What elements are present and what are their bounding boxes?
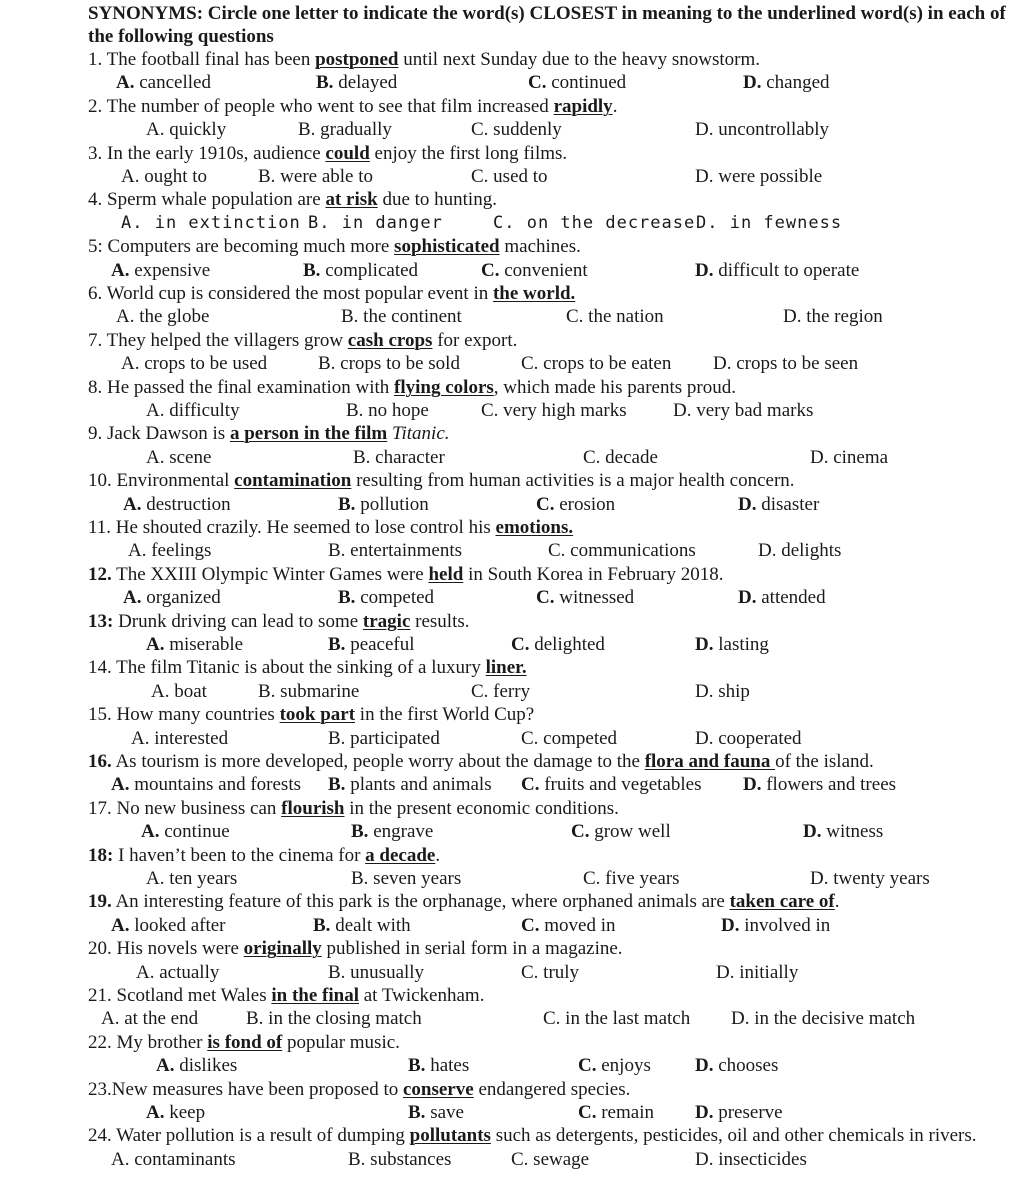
option-d[interactable]: D. the region <box>783 306 883 328</box>
answer-options <box>88 680 998 703</box>
stem-text-before: How many countries <box>116 704 280 726</box>
stem-text-after: published in serial form in a magazine. <box>321 938 623 960</box>
option-d[interactable]: D. in the decisive match <box>731 1008 916 1030</box>
option-a[interactable]: A. mountains and forests <box>111 774 301 796</box>
stem-text-after: results. <box>410 610 470 632</box>
question-stem <box>88 656 998 679</box>
question-number: 18: <box>88 844 114 866</box>
option-d[interactable]: D. very bad marks <box>673 399 814 421</box>
answer-options <box>88 586 998 609</box>
option-d[interactable]: D. involved in <box>721 914 831 936</box>
question-15 <box>88 703 998 750</box>
option-d[interactable]: D. twenty years <box>810 867 930 889</box>
option-c[interactable]: C. the nation <box>566 306 664 328</box>
answer-options <box>88 1101 998 1124</box>
option-c[interactable]: C. five years <box>583 867 680 889</box>
question-number: 11. <box>88 516 112 538</box>
option-d[interactable]: D. ship <box>695 680 750 702</box>
answer-options <box>88 165 998 188</box>
question-stem <box>88 1078 998 1101</box>
answer-options <box>88 633 998 656</box>
option-b[interactable]: B. the continent <box>341 306 462 328</box>
option-a[interactable]: A. boat <box>151 680 207 702</box>
question-stem <box>88 469 998 492</box>
option-b[interactable]: B. were able to <box>258 166 374 187</box>
underlined-word: a person in the film <box>229 423 388 445</box>
option-c[interactable]: C. continued <box>528 72 627 94</box>
stem-text-before: Sperm whale population are <box>107 189 326 211</box>
underlined-word: contamination <box>234 470 352 492</box>
option-a[interactable]: A. contaminants <box>111 1148 236 1170</box>
stem-text-after: of the island. <box>775 750 874 772</box>
question-number: 8. <box>88 376 103 398</box>
underlined-word: cash crops <box>347 329 433 351</box>
option-b[interactable]: B. no hope <box>346 399 429 421</box>
option-b[interactable]: B. save <box>408 1101 464 1123</box>
question-number: 19. <box>88 891 112 913</box>
answer-options <box>88 446 998 469</box>
stem-text-after: machines. <box>499 236 581 258</box>
question-stem <box>88 1031 998 1054</box>
question-stem <box>88 376 998 399</box>
option-a[interactable]: A. at the end <box>101 1008 199 1030</box>
option-b[interactable]: B. in the closing match <box>246 1008 422 1030</box>
question-14 <box>88 656 998 703</box>
option-c[interactable]: C. convenient <box>481 259 588 281</box>
question-stem <box>88 563 998 586</box>
question-stem <box>88 188 998 211</box>
stem-text-before: An interesting feature of this park is the orphanage, where orphaned animals are <box>115 891 730 913</box>
question-number: 21. <box>88 984 112 1006</box>
option-c[interactable]: C. very high marks <box>481 399 627 421</box>
underlined-word: sophisticated <box>394 236 500 258</box>
question-18 <box>88 844 998 891</box>
question-stem <box>88 1124 998 1147</box>
option-c[interactable]: C. erosion <box>536 493 616 515</box>
option-b[interactable]: B. submarine <box>258 680 360 702</box>
question-6 <box>88 282 998 329</box>
stem-text-after: . <box>612 95 618 117</box>
question-number: 16. <box>88 750 112 772</box>
option-c[interactable]: C. sewage <box>511 1148 590 1170</box>
question-5 <box>88 235 998 282</box>
answer-options <box>88 212 998 235</box>
answer-options <box>88 71 998 94</box>
option-a[interactable]: A. destruction <box>123 493 231 515</box>
option-a[interactable]: A. quickly <box>146 119 227 141</box>
answer-options <box>88 259 998 282</box>
question-stem <box>88 516 998 539</box>
stem-text-before: Scotland met Wales <box>116 984 272 1006</box>
question-stem <box>88 937 998 960</box>
option-a[interactable]: A. keep <box>146 1101 206 1123</box>
stem-text-before: His novels were <box>116 938 244 960</box>
stem-text-before: Computers are becoming much more <box>107 236 395 258</box>
question-stem <box>88 329 998 352</box>
question-stem <box>88 750 998 773</box>
option-a[interactable]: A. miserable <box>146 633 244 655</box>
question-number: 9. <box>88 423 103 445</box>
question-number: 14. <box>88 657 112 679</box>
question-number: 2. <box>88 95 103 117</box>
option-c[interactable]: C. enjoys <box>578 1055 651 1077</box>
option-b[interactable]: B. substances <box>348 1148 452 1170</box>
underlined-word: emotions. <box>495 516 574 538</box>
option-d[interactable]: D. disaster <box>738 493 820 515</box>
question-number: 3. <box>88 142 103 164</box>
option-d[interactable]: D. attended <box>738 587 826 609</box>
answer-options <box>88 961 998 984</box>
question-number: 13: <box>88 610 114 632</box>
underlined-word: originally <box>243 938 322 960</box>
stem-text-before: I haven’t been to the cinema for <box>118 844 366 866</box>
option-a[interactable]: A. expensive <box>111 259 211 281</box>
question-number: 10. <box>88 470 112 492</box>
stem-text-after: . <box>435 844 441 866</box>
option-a[interactable]: A. looked after <box>111 914 226 936</box>
option-a[interactable]: A. ought to <box>121 166 208 187</box>
question-stem <box>88 95 998 118</box>
underlined-word: at risk <box>325 189 378 211</box>
option-a[interactable]: A. ten years <box>146 867 238 889</box>
question-number: 6. <box>88 282 103 304</box>
stem-text-after: , which made his parents proud. <box>493 376 736 398</box>
question-stem <box>88 142 998 165</box>
option-c[interactable]: C. grow well <box>571 821 671 843</box>
question-2 <box>88 95 998 142</box>
underlined-word: took part <box>279 704 356 726</box>
question-number: 24. <box>88 1125 112 1147</box>
option-b[interactable]: B. complicated <box>303 259 419 281</box>
underlined-word: rapidly <box>553 95 613 117</box>
stem-text-before: The football final has been <box>106 49 316 70</box>
option-a[interactable]: A. feelings <box>128 540 212 562</box>
underlined-word: conserve <box>402 1078 474 1100</box>
stem-text-after: popular music. <box>282 1031 400 1053</box>
option-a[interactable]: A. dislikes <box>156 1055 238 1077</box>
stem-text-before: The XXIII Olympic Winter Games were <box>116 563 429 585</box>
option-d[interactable]: D. cooperated <box>695 727 802 749</box>
option-a[interactable]: A. crops to be used <box>121 353 268 375</box>
question-11 <box>88 516 998 563</box>
question-number: 5: <box>88 236 103 258</box>
underlined-word: taken care of <box>729 891 835 913</box>
question-17 <box>88 797 998 844</box>
stem-text-before: My brother <box>116 1031 208 1053</box>
question-number: 4. <box>88 189 103 211</box>
question-number: 7. <box>88 329 103 351</box>
question-number: 12. <box>88 563 112 585</box>
option-b[interactable]: B. participated <box>328 727 440 749</box>
option-b[interactable]: B. plants and animals <box>328 774 492 796</box>
option-d[interactable]: D. chooses <box>695 1055 779 1077</box>
question-21 <box>88 984 998 1031</box>
option-c[interactable]: C. suddenly <box>471 119 562 141</box>
stem-text-before: The number of people who went to see that film increased <box>106 95 554 117</box>
option-b[interactable]: B. competed <box>338 587 435 609</box>
question-1 <box>88 48 998 95</box>
option-c[interactable]: C. remain <box>578 1101 654 1123</box>
option-a[interactable]: A. difficulty <box>146 399 240 421</box>
option-a[interactable]: A. in extinction <box>121 212 301 233</box>
option-c[interactable]: C. fruits and vegetables <box>521 774 702 796</box>
answer-options <box>88 727 998 750</box>
question-number: 1. <box>88 49 103 70</box>
option-d[interactable]: D. preserve <box>695 1101 783 1123</box>
question-stem <box>88 422 998 445</box>
stem-text-before: As tourism is more developed, people worry about the damage to the <box>115 750 645 772</box>
option-b[interactable]: B. entertainments <box>328 540 463 562</box>
answer-options <box>88 493 998 516</box>
question-stem <box>88 844 998 867</box>
option-d[interactable]: D. crops to be seen <box>713 353 859 375</box>
stem-text-after: resulting from human activities is a major health concern. <box>351 470 795 492</box>
question-13 <box>88 610 998 657</box>
stem-text-after: . <box>834 891 840 913</box>
stem-text-before: New measures have been proposed to <box>111 1078 403 1100</box>
question-9 <box>88 422 998 469</box>
question-stem <box>88 235 998 258</box>
instructions-heading: SYNONYMS: Circle one letter to indicate the word(s) CLOSEST in meaning to the underlined word(s) in each of the following questions <box>88 3 1006 47</box>
underlined-word: is fond of <box>207 1031 283 1053</box>
option-b[interactable]: B. character <box>353 446 445 468</box>
stem-text-after: enjoy the first long films. <box>369 142 568 164</box>
answer-options <box>88 867 998 890</box>
option-c[interactable]: C. competed <box>521 727 618 749</box>
option-c[interactable]: C. ferry <box>471 680 531 702</box>
stem-text-after: in South Korea in February 2018. <box>463 563 724 585</box>
stem-text-before: He shouted crazily. He seemed to lose control his <box>115 516 496 538</box>
option-c[interactable]: C. crops to be eaten <box>521 353 672 375</box>
underlined-word: in the final <box>271 984 359 1006</box>
stem-text-after: Titanic. <box>387 423 450 445</box>
option-b[interactable]: B. engrave <box>351 821 434 843</box>
stem-text-before: Drunk driving can lead to some <box>118 610 363 632</box>
option-a[interactable]: A. actually <box>136 961 220 983</box>
answer-options <box>88 820 998 843</box>
underlined-word: postponed <box>315 49 399 70</box>
answer-options <box>88 118 998 141</box>
option-b[interactable]: B. pollution <box>338 493 429 515</box>
option-b[interactable]: B. in danger <box>308 212 443 233</box>
option-c[interactable]: C. truly <box>521 961 580 983</box>
option-c[interactable]: C. used to <box>471 166 548 187</box>
stem-text-before: He passed the final examination with <box>107 376 395 398</box>
option-d[interactable]: D. changed <box>743 72 830 94</box>
answer-options <box>88 305 998 328</box>
question-stem <box>88 610 998 633</box>
stem-text-before: Water pollution is a result of dumping <box>116 1125 410 1147</box>
answer-options <box>88 1148 998 1171</box>
option-d[interactable]: D. cinema <box>810 446 889 468</box>
question-stem <box>88 48 998 71</box>
question-16 <box>88 750 998 797</box>
question-stem <box>88 984 998 1007</box>
option-b[interactable]: B. peaceful <box>328 633 415 655</box>
stem-text-after: at Twickenham. <box>358 984 485 1006</box>
option-c[interactable]: C. decade <box>583 446 658 468</box>
stem-text-after: due to hunting. <box>377 189 497 211</box>
option-d[interactable]: D. difficult to operate <box>695 259 860 281</box>
stem-text-after: in the first World Cup? <box>355 704 535 726</box>
question-10 <box>88 469 998 516</box>
answer-options <box>88 773 998 796</box>
question-8 <box>88 376 998 423</box>
stem-text-after: in the present economic conditions. <box>344 797 619 819</box>
option-d[interactable]: D. lasting <box>695 633 769 655</box>
stem-text-after: for export. <box>432 329 518 351</box>
option-b[interactable]: B. unusually <box>328 961 425 983</box>
option-c[interactable]: C. moved in <box>521 914 616 936</box>
question-list <box>88 48 998 1171</box>
stem-text-before: They helped the villagers grow <box>106 329 348 351</box>
option-d[interactable]: D. were possible <box>695 166 823 187</box>
underlined-word: tragic <box>362 610 411 632</box>
stem-text-before: In the early 1910s, audience <box>107 142 326 164</box>
option-d[interactable]: D. in fewness <box>696 212 843 233</box>
option-d[interactable]: D. witness <box>803 821 884 843</box>
option-b[interactable]: B. gradually <box>298 119 392 141</box>
answer-options <box>88 539 998 562</box>
underlined-word: the world. <box>492 282 576 304</box>
question-stem <box>88 890 998 913</box>
option-b[interactable]: B. crops to be sold <box>318 353 460 375</box>
underlined-word: liner. <box>485 657 527 679</box>
question-19 <box>88 890 998 937</box>
question-stem <box>88 282 998 305</box>
underlined-word: pollutants <box>409 1125 491 1147</box>
option-c[interactable]: C. on the decrease <box>493 212 696 233</box>
underlined-word: a decade <box>365 844 436 866</box>
option-d[interactable]: D. initially <box>716 961 799 983</box>
question-23 <box>88 1078 998 1125</box>
option-b[interactable]: B. delayed <box>316 72 398 94</box>
option-d[interactable]: D. flowers and trees <box>743 774 897 796</box>
option-c[interactable]: C. in the last match <box>543 1008 691 1030</box>
question-stem <box>88 797 998 820</box>
underlined-word: flying colors <box>394 376 494 398</box>
stem-text-before: World cup is considered the most popular event in <box>106 282 493 304</box>
option-a[interactable]: A. interested <box>131 727 229 749</box>
question-number: 17. <box>88 797 112 819</box>
stem-text-before: The film Titanic is about the sinking of a luxury <box>116 657 486 679</box>
stem-text-after: until next Sunday due to the heavy snowstorm. <box>398 49 760 70</box>
answer-options <box>88 1007 998 1030</box>
underlined-word: held <box>428 563 464 585</box>
stem-text-before: No new business can <box>116 797 282 819</box>
question-number: 23. <box>88 1078 112 1100</box>
option-a[interactable]: A. scene <box>146 446 212 468</box>
stem-text-after: such as detergents, pesticides, oil and other chemicals in rivers. <box>490 1125 977 1147</box>
question-22 <box>88 1031 998 1078</box>
answer-options <box>88 399 998 422</box>
option-d[interactable]: D. uncontrollably <box>695 119 830 141</box>
stem-text-before: Environmental <box>116 470 235 492</box>
option-a[interactable]: A. the globe <box>116 306 210 328</box>
answer-options <box>88 352 998 375</box>
stem-text-after: endangered species. <box>473 1078 631 1100</box>
question-number: 20. <box>88 938 112 960</box>
underlined-word: flourish <box>281 797 345 819</box>
underlined-word: flora and fauna <box>644 750 776 772</box>
question-24 <box>88 1124 998 1171</box>
option-b[interactable]: B. seven years <box>351 867 462 889</box>
option-c[interactable]: C. witnessed <box>536 587 635 609</box>
answer-options <box>88 914 998 937</box>
option-a[interactable]: A. continue <box>141 821 230 843</box>
underlined-word: could <box>325 142 370 164</box>
question-12 <box>88 563 998 610</box>
question-20 <box>88 937 998 984</box>
option-a[interactable]: A. cancelled <box>116 72 211 94</box>
option-b[interactable]: B. hates <box>408 1055 470 1077</box>
question-number: 15. <box>88 704 112 726</box>
option-b[interactable]: B. dealt with <box>313 914 411 936</box>
option-c[interactable]: C. communications <box>548 540 696 562</box>
question-4 <box>88 188 998 235</box>
question-3 <box>88 142 998 189</box>
option-d[interactable]: D. delights <box>758 540 842 562</box>
option-c[interactable]: C. delighted <box>511 633 605 655</box>
stem-text-before: Jack Dawson is <box>107 423 230 445</box>
question-stem <box>88 703 998 726</box>
question-number: 22. <box>88 1031 112 1053</box>
answer-options <box>88 1054 998 1077</box>
question-7 <box>88 329 998 376</box>
option-a[interactable]: A. organized <box>123 587 221 609</box>
option-d[interactable]: D. insecticides <box>695 1148 807 1170</box>
